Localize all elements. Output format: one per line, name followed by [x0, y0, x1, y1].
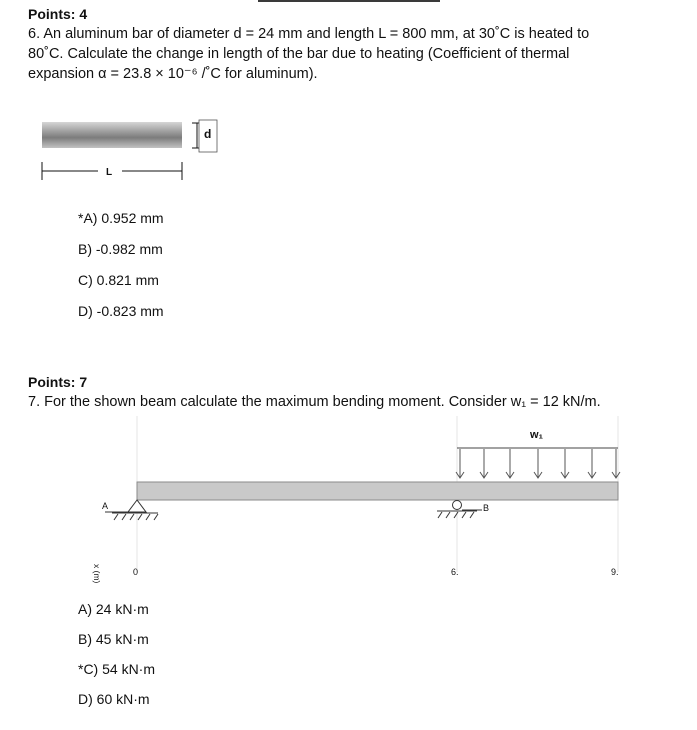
q6-bar-figure: [0, 110, 697, 190]
q7-points: Points: 7: [28, 374, 88, 390]
q6-option-b[interactable]: B) -0.982 mm: [78, 241, 163, 257]
support-b-roller: [437, 501, 489, 519]
tick-6: 6.: [451, 567, 459, 577]
q7-option-a[interactable]: A) 24 kN·m: [78, 601, 149, 617]
q6-option-d[interactable]: D) -0.823 mm: [78, 303, 164, 319]
page-top-rule: [258, 0, 440, 2]
aluminum-bar: [42, 122, 182, 148]
length-label: L: [106, 167, 113, 178]
support-a-pin: [102, 500, 158, 520]
q7-text: 7. For the shown beam calculate the maximum bending moment. Consider w₁ = 12 kN/m.: [28, 394, 601, 410]
q6-text-line-2: 80˚C. Calculate the change in length of the bar due to heating (Coefficient of thermal: [28, 46, 570, 62]
load-label: w₁: [530, 429, 544, 441]
diameter-dimension: [192, 120, 217, 152]
support-a-label: A: [102, 501, 109, 511]
diameter-label: d: [204, 127, 212, 141]
tick-0: 0: [133, 567, 139, 577]
distributed-load: [456, 429, 620, 478]
tick-9: 9.: [611, 567, 619, 577]
beam: [137, 482, 618, 500]
length-dimension: [42, 162, 182, 180]
q7-option-c[interactable]: *C) 54 kN·m: [78, 661, 156, 677]
support-b-label: B: [483, 503, 490, 513]
q6-points: Points: 4: [28, 6, 88, 22]
q6-option-c[interactable]: C) 0.821 mm: [78, 272, 159, 288]
q7-option-d[interactable]: D) 60 kN·m: [78, 691, 150, 707]
q6-text-line-3: expansion α = 23.8 × 10⁻⁶ /˚C for aluminum).: [28, 66, 318, 82]
q6-text-line-1: 6. An aluminum bar of diameter d = 24 mm and length L = 800 mm, at 30˚C is heated to: [28, 26, 590, 42]
axis-label: x (m): [92, 564, 102, 584]
q6-option-a[interactable]: *A) 0.952 mm: [78, 210, 164, 226]
q7-option-b[interactable]: B) 45 kN·m: [78, 631, 149, 647]
q7-beam-figure: [0, 412, 697, 592]
